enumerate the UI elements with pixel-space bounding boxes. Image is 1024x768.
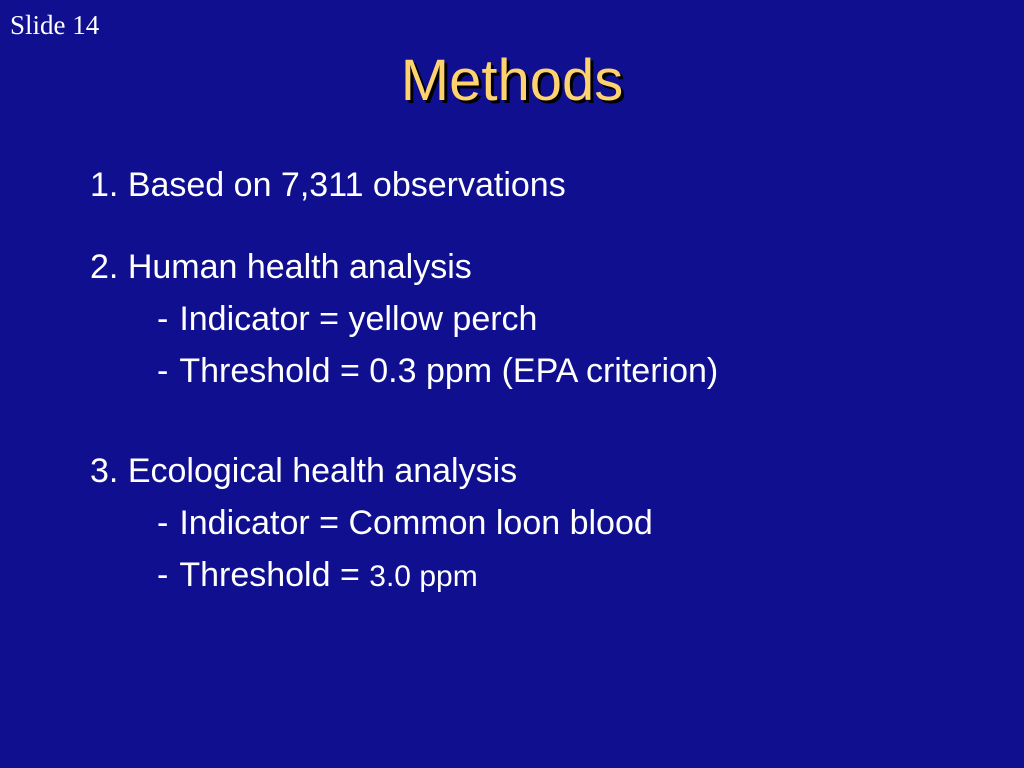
list-item-text: Human health analysis (127, 248, 472, 286)
sub-item-threshold (157, 354, 718, 388)
sub-item-dash: - (157, 504, 169, 542)
list-item-1 (90, 168, 566, 202)
list-item-2 (90, 250, 472, 284)
sub-item-indicator (157, 302, 537, 336)
sub-item-text: Indicator = yellow perch (179, 300, 538, 338)
sub-item-dash: - (157, 352, 169, 390)
list-item-number: 2. (90, 248, 119, 286)
sub-item-indicator (157, 506, 653, 540)
list-item-text: Ecological health analysis (127, 452, 518, 490)
list-item-number: 3. (90, 452, 119, 490)
list-item-3 (90, 454, 517, 488)
sub-item-text: Threshold = (179, 556, 360, 594)
sub-item-text: Threshold = 0.3 ppm (EPA criterion) (179, 352, 719, 390)
sub-item-text: Indicator = Common loon blood (179, 504, 653, 542)
slide-title: Methods (400, 48, 624, 113)
threshold-value: 3.0 ppm (369, 560, 478, 593)
sub-item-threshold (157, 558, 478, 592)
sub-item-dash: - (157, 300, 169, 338)
list-item-text: Based on 7,311 observations (127, 166, 566, 204)
list-item-number: 1. (90, 166, 119, 204)
slide-number: Slide 14 (10, 10, 100, 40)
sub-item-dash: - (157, 556, 169, 594)
